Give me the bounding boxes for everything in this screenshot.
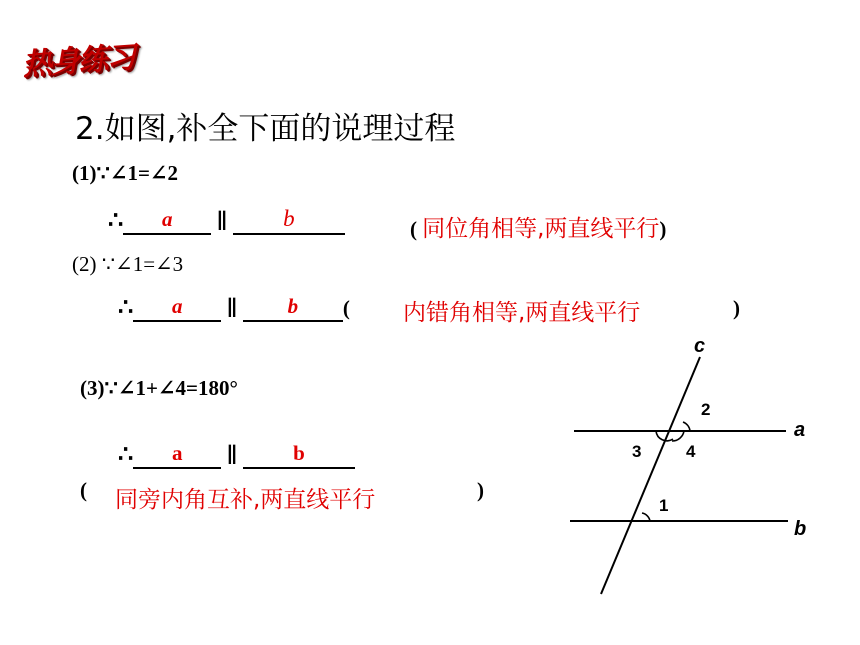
therefore-symbol: ∴	[118, 295, 134, 321]
conclusion-3	[118, 440, 355, 469]
parallel-symbol: ∥	[226, 443, 238, 467]
paren-close-2: )	[733, 296, 740, 320]
label-angle-3: 3	[632, 442, 642, 461]
conclusion-1	[108, 206, 345, 235]
answer-3a: a	[172, 441, 183, 465]
answer-2a: a	[172, 294, 183, 318]
line-c	[601, 357, 700, 594]
answer-3b: b	[293, 441, 305, 465]
parallel-symbol: ∥	[226, 296, 238, 320]
reason-text-1: 同位角相等,两直线平行	[422, 216, 660, 242]
label-a: a	[794, 419, 806, 441]
angle-1-arc	[642, 513, 650, 521]
answer-1a: a	[162, 207, 173, 231]
label-angle-1: 1	[659, 496, 669, 515]
given-1: (1)∵∠1=∠2	[72, 161, 179, 185]
therefore-symbol: ∴	[108, 208, 124, 234]
answer-blank-1a[interactable]	[123, 207, 211, 235]
paren-close: )	[659, 217, 667, 241]
label-angle-4: 4	[686, 442, 696, 461]
reason-text-2: 内错角相等,两直线平行	[403, 300, 641, 326]
answer-blank-3a[interactable]	[133, 441, 221, 469]
given-2: (2) ∵∠1=∠3	[72, 252, 184, 276]
given-3: (3)∵∠1+∠4=180°	[80, 376, 238, 400]
label-b: b	[794, 518, 807, 540]
answer-blank-2a[interactable]	[133, 294, 221, 322]
parallel-symbol: ∥	[216, 209, 228, 233]
conclusion-2	[118, 293, 350, 322]
question-heading: 2.如图,补全下面的说理过程	[75, 111, 456, 147]
paren-open: (	[342, 296, 350, 320]
therefore-symbol: ∴	[118, 442, 134, 468]
label-angle-2: 2	[701, 400, 711, 419]
answer-blank-1b[interactable]	[233, 207, 345, 235]
parallel-lines-figure	[560, 330, 820, 600]
answer-blank-3b[interactable]	[243, 441, 355, 469]
warmup-badge: 热身练习	[21, 40, 136, 83]
reason-text-3: 同旁内角互补,两直线平行	[115, 487, 376, 513]
reason-1	[410, 210, 666, 243]
answer-1b: b	[283, 206, 295, 231]
angle-3-arc	[656, 431, 673, 441]
paren-open: (	[410, 217, 417, 241]
angle-4-arc	[672, 431, 684, 441]
answer-2b: b	[287, 294, 299, 318]
answer-blank-2b[interactable]	[243, 294, 343, 322]
angle-2-arc	[683, 422, 690, 431]
paren-open-3: (	[80, 478, 87, 502]
paren-close-3: )	[477, 478, 484, 502]
label-c: c	[694, 335, 706, 357]
